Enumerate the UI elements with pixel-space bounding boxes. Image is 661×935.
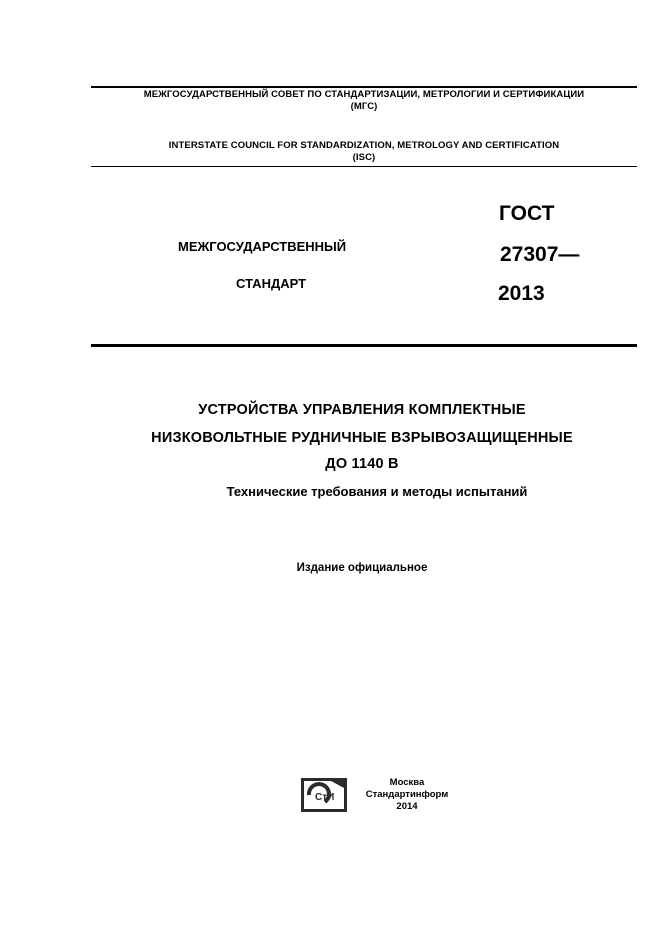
gost-year: 2013 [498,282,545,305]
title-line3: ДО 1140 В [325,456,399,472]
interstate-label: МЕЖГОСУДАРСТВЕННЫЙ [178,239,347,254]
header-bottom-rule [91,166,637,167]
subtitle: Технические требования и методы испытаний [226,484,528,499]
council-ru-line2: (МГС) [350,101,378,112]
title-line1: УСТРОЙСТВА УПРАВЛЕНИЯ КОМПЛЕКТНЫЕ [198,402,526,418]
top-rule [91,86,637,88]
publisher-city: Москва [389,777,425,788]
designation-rule [91,344,637,347]
gost-number: 27307— [500,243,580,266]
title-line2: НИЗКОВОЛЬТНЫЕ РУДНИЧНЫЕ ВЗРЫВОЗАЩИЩЕННЫЕ [151,430,573,446]
council-en-line2: (ISC) [352,152,376,163]
edition-label: Издание официальное [296,562,428,574]
publisher-block [352,777,462,813]
logo-text: СтИ [315,792,335,803]
publisher-name: Стандартинформ [365,789,449,800]
standartinform-logo-icon [301,778,347,812]
logo-svg [301,778,347,812]
council-ru-line1: МЕЖГОСУДАРСТВЕННЫЙ СОВЕТ ПО СТАНДАРТИЗАЦИИ, МЕТРОЛОГИИ И СЕРТИФИКАЦИИ [143,89,585,100]
standard-label: СТАНДАРТ [236,276,307,291]
gost-label: ГОСТ [499,202,555,225]
council-en-line1: INTERSTATE COUNCIL FOR STANDARDIZATION, METROLOGY AND CERTIFICATION [168,140,560,151]
publisher-year: 2014 [396,801,418,812]
